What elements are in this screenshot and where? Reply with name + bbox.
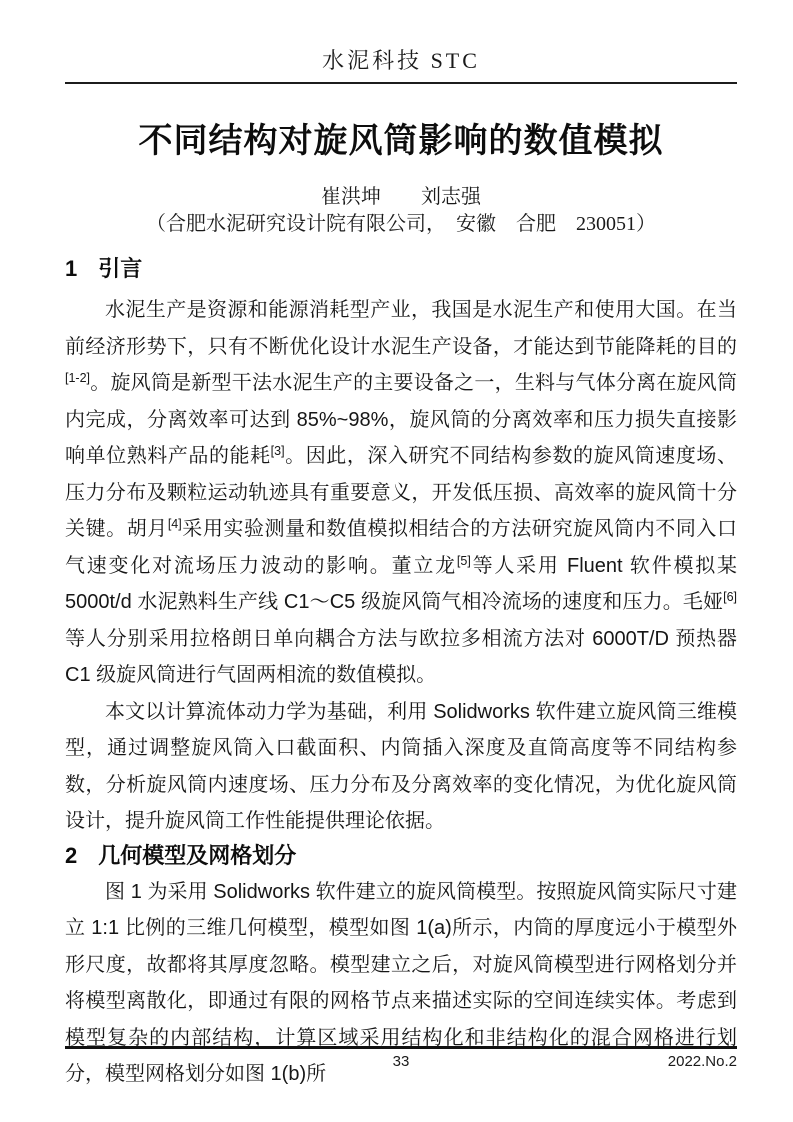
- citation-ref-4: [4]: [167, 517, 182, 531]
- citation-ref-1-2: [1-2]: [65, 371, 91, 385]
- section-number: 1: [65, 256, 78, 281]
- section-title-text: 几何模型及网格划分: [98, 842, 297, 868]
- paper-title: 不同结构对旋风筒影响的数值模拟: [138, 122, 664, 160]
- author-affiliation: （合肥水泥研究设计院有限公司， 安徽 合肥 230051）: [146, 213, 656, 235]
- section-number: 2: [65, 842, 78, 868]
- issue-number: 2022.No.2: [667, 1053, 737, 1070]
- page-number: 33: [392, 1053, 410, 1070]
- footer-divider: [65, 1046, 737, 1049]
- footer-row: [65, 1052, 737, 1072]
- journal-masthead: 水泥科技 STC: [322, 48, 480, 73]
- citation-ref-3: [3]: [270, 444, 285, 458]
- section-heading-model: [65, 840, 737, 872]
- text-run: 水泥生产是资源和能源消耗型产业，我国是水泥生产和使用大国。在当前经济形势下，只有不断优化设计水泥生产设备，才能达到节能降耗的目的: [65, 299, 737, 358]
- text-run: 。因此，深入研究不同结构参数的旋风筒速度场、压力分布及颗粒运动轨迹具有重要意义，开发低压损、高效率的旋风筒十分关键。胡月: [65, 445, 738, 540]
- model-paragraph-1: 图 1 为采用 Solidworks 软件建立的旋风筒模型。按照旋风筒实际尺寸建立 1:1 比例的三维几何模型，模型如图 1(a)所示，内筒的厚度远小于模型外形尺度，故都将其厚度忽略。模型建立之后，对旋风筒模型进行网格划分并将模型离散化，即通过有限的网格节点来描述实际的空间连续实体。考虑到模型复杂的内部结构，计算区域采用结构化和非结构化的混合网格进行划分，模型网格划分如图 1(b)所: [65, 880, 737, 1085]
- header-divider: [65, 82, 737, 84]
- intro-paragraph-1: [65, 292, 737, 694]
- section-title-text: 引言: [98, 256, 143, 281]
- text-run: 。旋风筒是新型干法水泥生产的主要设备之一，生料与气体分离在旋风筒内完成，分离效率可达到 85%~98%，旋风筒的分离效率和压力损失直接影响单位熟料产品的能耗: [65, 372, 737, 467]
- intro-paragraph-2: 本文以计算流体动力学为基础，利用 Solidworks 软件建立旋风筒三维模型，通过调整旋风筒入口截面积、内筒插入深度及直筒高度等不同结构参数，分析旋风筒内速度场、压力分布及分离效率的变化情况，为优化旋风筒设计，提升旋风筒工作性能提供理论依据。: [65, 700, 737, 832]
- citation-ref-6: [6]: [723, 590, 737, 604]
- text-run: 等人分别采用拉格朗日单向耦合方法与欧拉多相流方法对 6000T/D 预热器 C1 级旋风筒进行气固两相流的数值模拟。: [65, 627, 737, 686]
- page-footer: [65, 1046, 737, 1072]
- text-run: 采用实验测量和数值模拟相结合的方法研究旋风筒内不同入口气速变化对流场压力波动的影响。董立龙: [65, 518, 738, 577]
- citation-ref-5: [5]: [456, 553, 471, 568]
- author-names: 崔洪坤 刘志强: [321, 186, 481, 208]
- section-heading-introduction: [65, 253, 737, 285]
- text-run: 等人采用 Fluent 软件模拟某 5000t/d 水泥熟料生产线 C1～C5 级旋风筒气相冷流场的速度和压力。毛娅: [65, 554, 738, 613]
